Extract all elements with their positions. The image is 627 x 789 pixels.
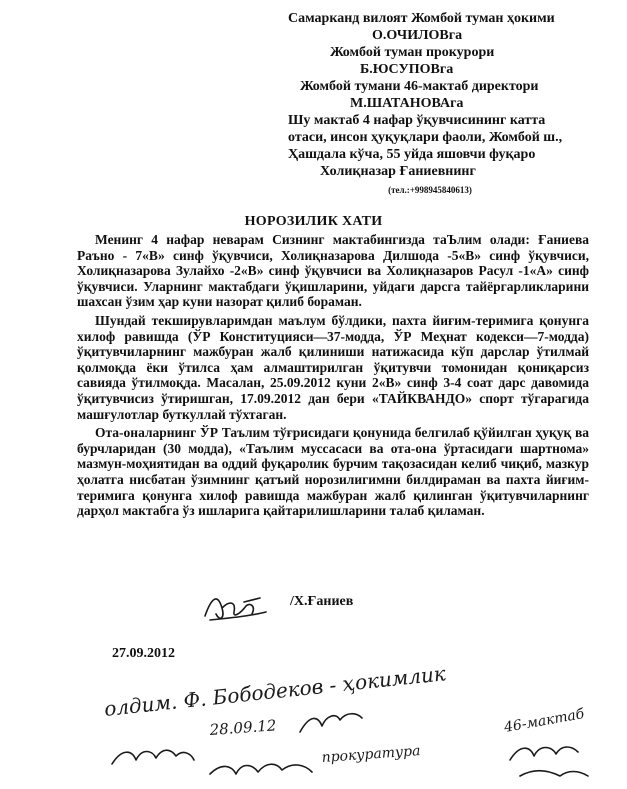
handwritten-scribble-icon [112, 750, 194, 764]
address-line: Ҳашдала кўча, 55 уйда яшовчи фуқаро [288, 147, 536, 162]
paragraph: Менинг 4 нафар неварам Сизнинг мактабингизда таЪлим олади: Ғаниева Раъно - 7«В» синф ўқувчиси, Холиқназарова Дилшода -5«В» синф ўқувчиси, Холиқназарова Зулайхо -2«В» синф ўқувчиси ва Холиқназаров Расул -1«А» синф ўқувчиси. Уларнинг мактабдаги ўқишларини, уйдаги дарсга тайёргарликларини шахсан ўзим ҳар куни назорат қилиб бораман. [77, 232, 589, 310]
address-line: Самарканд вилоят Жомбой туман ҳокими [288, 11, 555, 26]
handwritten-signature-icon [210, 764, 312, 774]
address-line: Жомбой туман прокурори [330, 45, 495, 60]
phone-number: (тел.:+998945840613) [388, 185, 472, 195]
address-line: М.ШАТАНОВАга [350, 96, 464, 111]
handwritten-signature-icon [300, 714, 362, 732]
handwritten-school-text: 46-мактаб [502, 706, 586, 736]
handwritten-receipt-text: олдим. Ф. Бободеков - ҳокимлик [103, 661, 447, 721]
handwritten-signature-icon [510, 747, 588, 776]
address-line: Холиқназар Ғаниевнинг [320, 164, 476, 179]
document-date: 27.09.2012 [112, 646, 175, 661]
address-line: Жомбой тумани 46-мактаб директори [300, 79, 539, 94]
handwritten-receipt-date: 28.09.12 [209, 716, 277, 739]
signature-name: /Х.Ғаниев [290, 594, 354, 609]
paragraph: Шундай текширувларимдан маълум бўлдики, пахта йиғим-теримига қонунга хилоф равишда (ЎР Конституцияси—37-модда, ЎР Меҳнат кодекси—7-модда) ўқитувчиларнинг мажбуран жалб қилиниши натижасида кўп дарслар ўтилмай қолмоқда ёки ўтилса ҳам алмаштирилган ўқитувчи томонидан қониқарсиз савияда ўтилмоқда. Масалан, 25.09.2012 куни 2«В» синф 3-4 соат дарс давомида ўқитувчисиз ўтиришган, 17.09.2012 дан бери «ТАЙКВАНДО» спорт тўгарагида машғулотлар буткуллай тўхтаган. [77, 312, 589, 422]
paragraph: Ота-оналарнинг ЎР Таълим тўғрисидаги қонунида белгилаб қўйилган ҳуқуқ ва бурчларидан (30 модда), «Таълим муссасаси ва ота-она ўртасидаги шартнома» мазмун-моҳиятидан ва оддий фуқаролик бурчим тақозасидан келиб чиқиб, мазкур ҳолатга нисбатан ўзимнинг қатъий норозилигимни билдираман ва пахта йиғим-теримига қонунга хилоф равишда мажбуран жалб қилинган ўқитувчиларнинг дарҳол мактабга ўз ишларига қайтарилишларини талаб қиламан. [77, 425, 589, 519]
document-title: НОРОЗИЛИК ХАТИ [244, 214, 383, 229]
address-line: О.ОЧИЛОВга [372, 28, 463, 43]
address-line: Шу мактаб 4 нафар ўқувчисининг катта [288, 113, 546, 128]
handwritten-prosecutor-text: прокуратура [321, 743, 421, 766]
address-line: отаси, инсон ҳуқуқлари фаоли, Жомбой ш., [288, 130, 563, 145]
address-line: Б.ЮСУПОВга [360, 62, 454, 77]
